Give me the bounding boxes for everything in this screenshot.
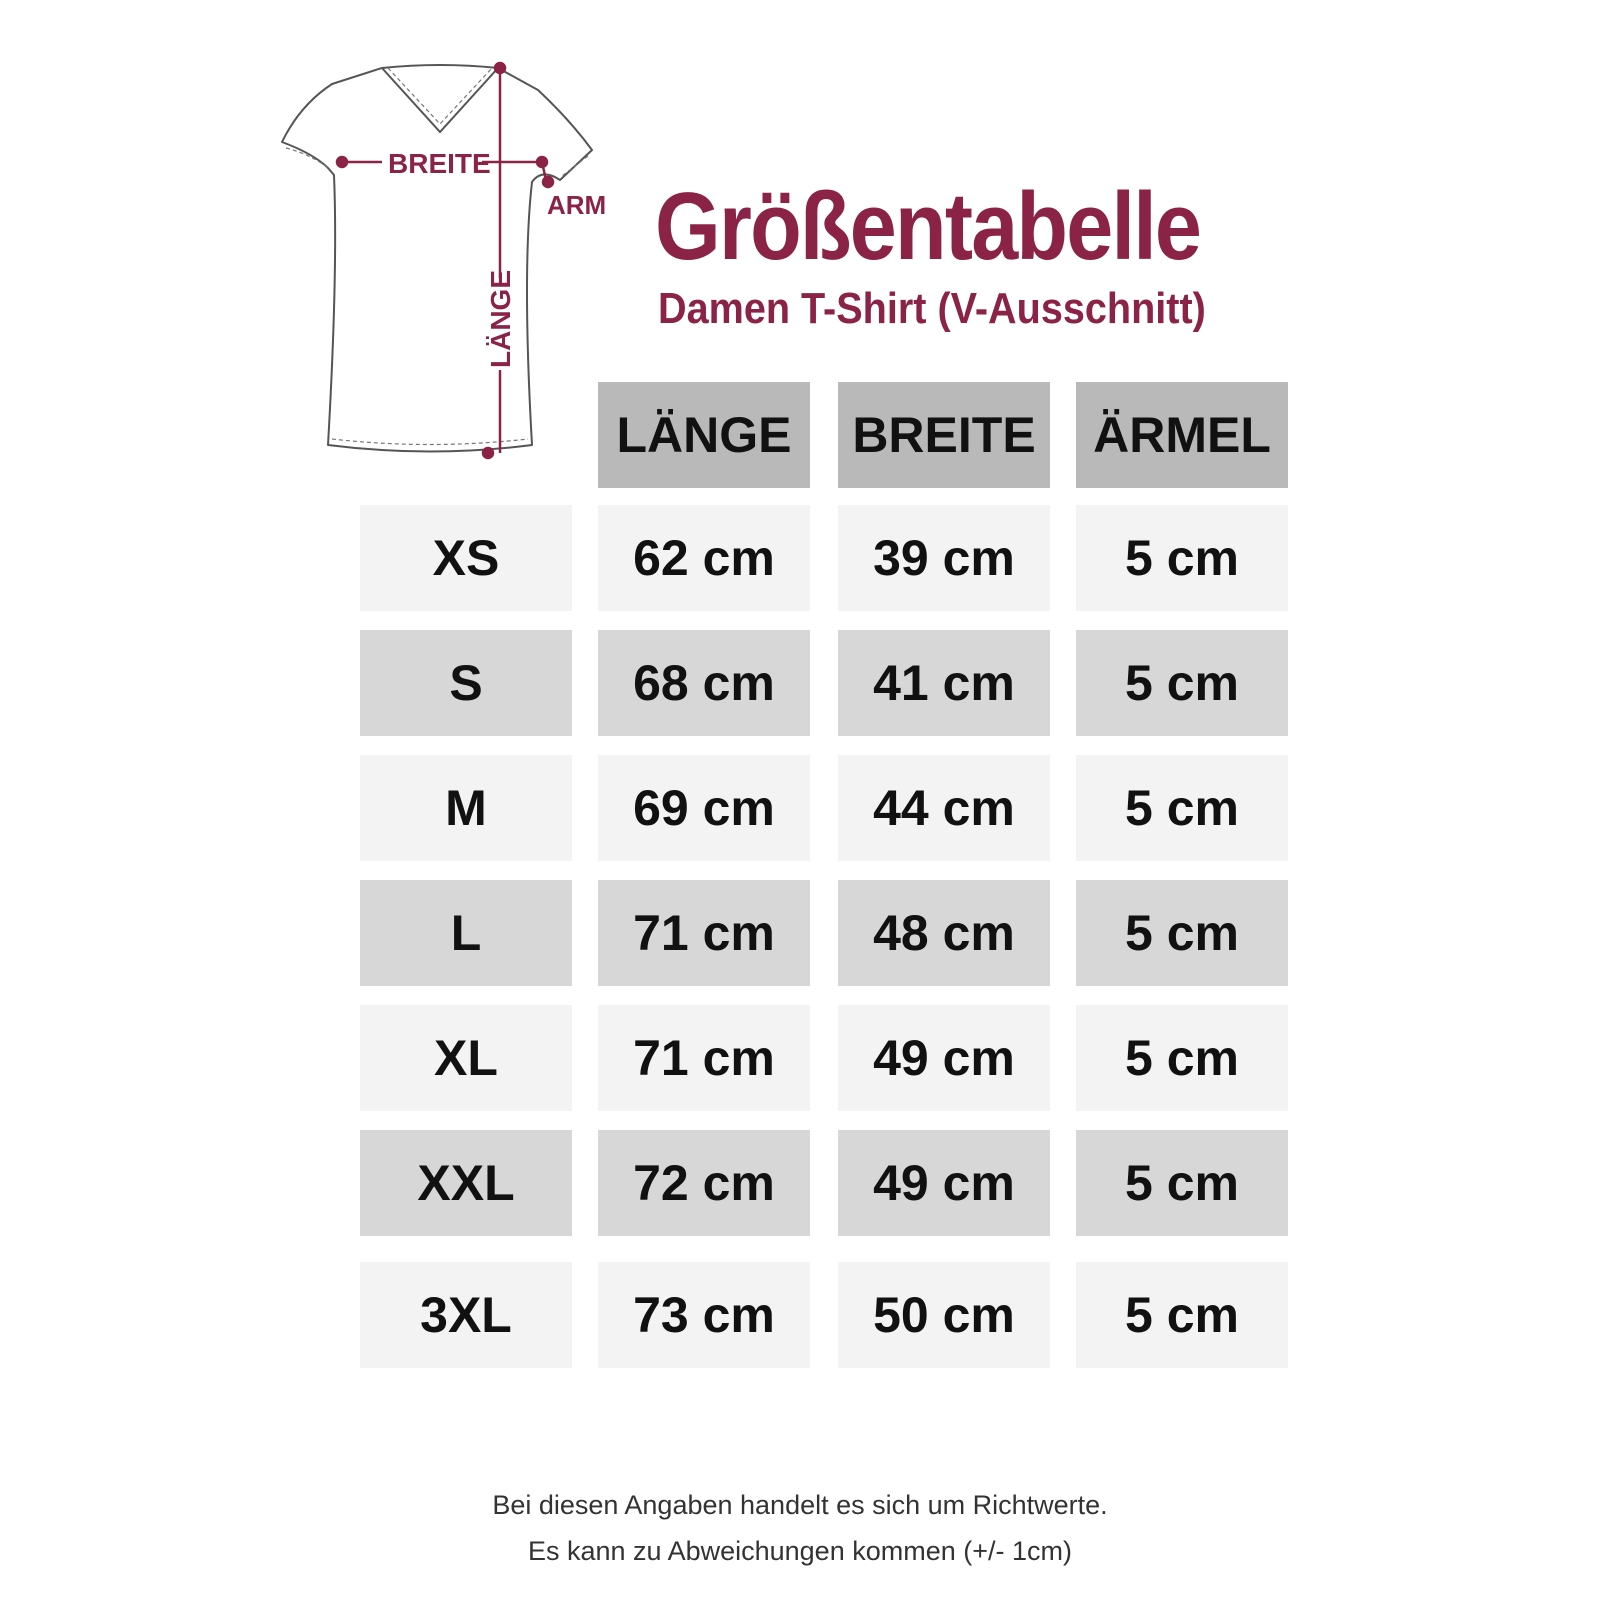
aermel-cell: 5 cm	[1076, 505, 1288, 611]
header-breite: BREITE	[838, 382, 1050, 488]
diagram-label-arm: ARM	[547, 190, 607, 220]
page-title: Größentabelle	[655, 173, 1201, 280]
breite-cell: 39 cm	[838, 505, 1050, 611]
footer-line-2: Es kann zu Abweichungen kommen (+/- 1cm)	[527, 1536, 1072, 1566]
footer-line-1: Bei diesen Angaben handelt es sich um Richtwerte.	[492, 1490, 1108, 1520]
aermel-cell: 5 cm	[1076, 630, 1288, 736]
size-cell: XXL	[360, 1130, 572, 1236]
header-laenge: LÄNGE	[598, 382, 810, 488]
footer-note	[0, 1482, 1600, 1574]
aermel-cell: 5 cm	[1076, 1130, 1288, 1236]
size-cell: M	[360, 755, 572, 861]
laenge-cell: 68 cm	[598, 630, 810, 736]
breite-cell: 49 cm	[838, 1005, 1050, 1111]
aermel-cell: 5 cm	[1076, 755, 1288, 861]
page-subtitle: Damen T-Shirt (V-Ausschnitt)	[658, 284, 1206, 333]
breite-cell: 50 cm	[838, 1262, 1050, 1368]
laenge-cell: 71 cm	[598, 880, 810, 986]
breite-cell: 48 cm	[838, 880, 1050, 986]
laenge-cell: 62 cm	[598, 505, 810, 611]
tshirt-measurement-diagram	[270, 50, 630, 480]
breite-cell: 44 cm	[838, 755, 1050, 861]
size-cell: XL	[360, 1005, 572, 1111]
size-cell: 3XL	[360, 1262, 572, 1368]
aermel-cell: 5 cm	[1076, 1005, 1288, 1111]
size-cell: L	[360, 880, 572, 986]
tshirt-outline	[282, 65, 592, 452]
size-cell: S	[360, 630, 572, 736]
breite-cell: 41 cm	[838, 630, 1050, 736]
aermel-cell: 5 cm	[1076, 1262, 1288, 1368]
diagram-label-laenge: LÄNGE	[485, 270, 516, 368]
header-aermel: ÄRMEL	[1076, 382, 1288, 488]
laenge-cell: 72 cm	[598, 1130, 810, 1236]
breite-cell: 49 cm	[838, 1130, 1050, 1236]
laenge-cell: 69 cm	[598, 755, 810, 861]
laenge-cell: 73 cm	[598, 1262, 810, 1368]
aermel-cell: 5 cm	[1076, 880, 1288, 986]
laenge-cell: 71 cm	[598, 1005, 810, 1111]
diagram-label-breite: BREITE	[388, 148, 491, 179]
size-cell: XS	[360, 505, 572, 611]
